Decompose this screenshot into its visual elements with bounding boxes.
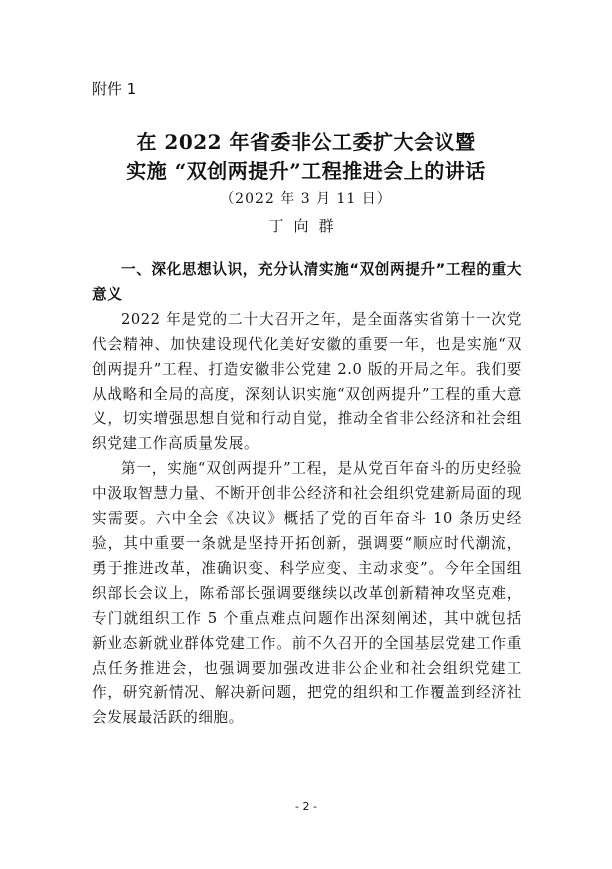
document-body (92, 258, 522, 731)
author-name: 丁向群 (268, 217, 344, 235)
attachment-label: 附件 1 (92, 80, 137, 98)
section-heading: 一、深化思想认识，充分认清实施“双创两提升”工程的重大意义 (92, 261, 522, 303)
speech-date: （2022 年 3 月 11 日） (220, 191, 392, 207)
page-number: - 2 - (295, 800, 317, 813)
title-line-2: 实施 “双创两提升”工程推进会上的讲话 (126, 159, 486, 183)
title-line-1: 在 2022 年省委非公工委扩大会议暨 (136, 130, 476, 154)
paragraph-2: 第一，实施“双创两提升”工程，是从党百年奋斗的历史经验中汲取智慧力量、不断开创非公经济和社会组织党建新局面的现实需要。六中全会《决议》概括了党的百年奋斗 10 条历史经验，其中重要一条就是坚持开拓创新，强调要“顺应时代潮流，勇于推进改革，准确识变、科学应变、主动求变”。今年全国组织部长会议上，陈希部长强调要继续以改革创新精神攻坚克难，专门就组织工作 5 个重点难点问题作出深刻阐述，其中就包括新业态新就业群体党建工作。前不久召开的全国基层党建工作重点任务推进会，也强调要加强改进非公企业和社会组织党建工作，研究新情况、解决新问题，把党的组织和工作覆盖到经济社会发展最活跃的细胞。 (92, 460, 522, 727)
paragraph-1: 2022 年是党的二十大召开之年，是全面落实省第十一次党代会精神、加快建设现代化美好安徽的重要一年，也是实施“双创两提升”工程、打造安徽非公党建 2.0 版的开局之年。我们要从战略和全局的高度，深刻认识实施“双创两提升”工程的重大意义，切实增强思想自觉和行动自觉，推动全省非公经济和社会组织党建工作高质量发展。 (92, 310, 522, 453)
